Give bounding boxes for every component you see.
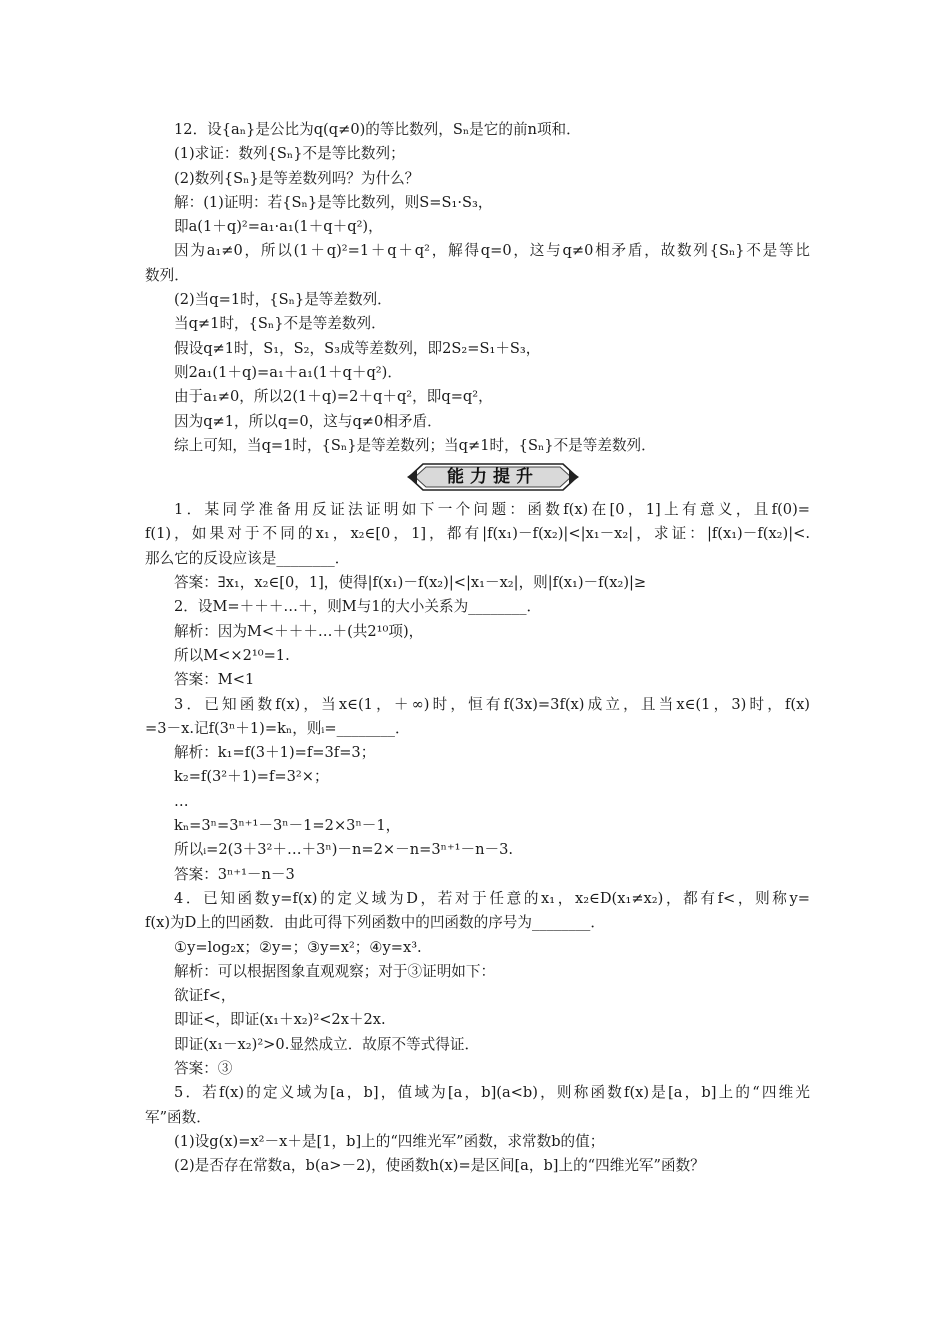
text-line: k₂=f(3²＋1)=f=3²×； (174, 768, 329, 786)
text-line: (1)求证：数列{Sₙ}不是等比数列； (174, 145, 405, 163)
text-line: 所以M<×2¹⁰=1. (174, 646, 290, 664)
text-line: 则2a₁(1＋q)=a₁＋a₁(1＋q＋q²)． (174, 363, 402, 381)
text-line: 假设q≠1时，S₁，S₂，S₃成等差数列，即2S₂=S₁＋S₃， (174, 339, 541, 357)
text-line: 数列． (145, 266, 189, 284)
text-line: 2．设M=＋＋＋…＋，则M与1的大小关系为________． (174, 598, 542, 616)
text-line: f(1)，如果对于不同的x₁，x₂∈[0，1]，都有|f(x₁)－f(x₂)|<|x₁－x₂|，求证：|f(x₁)－f(x₂)|<. (145, 525, 810, 543)
text-line: 答案：M<1 (174, 671, 255, 689)
text-line: 那么它的反设应该是________． (145, 549, 350, 567)
text-line: kₙ=3ⁿ=3ⁿ⁺¹－3ⁿ－1=2×3ⁿ－1， (174, 817, 401, 835)
text-line: 解析：k₁=f(3＋1)=f=3f=3； (174, 744, 376, 762)
text-line: … (174, 792, 189, 810)
text-line: 5．若f(x)的定义域为[a，b]，值域为[a，b](a<b)，则称函数f(x)是[a，b]上的“四维光 (174, 1084, 810, 1102)
text-line: 即证<，即证(x₁＋x₂)²<2x＋2x. (174, 1011, 386, 1029)
text-line: 解：(1)证明：若{Sₙ}是等比数列，则S=S₁·S₃， (174, 193, 493, 211)
text-line: (2)是否存在常数a，b(a>－2)，使函数h(x)=是区间[a，b]上的“四维光军”函数？ (174, 1157, 705, 1175)
text-line: 答案：③ (174, 1059, 233, 1077)
text-line: 由于a₁≠0，所以2(1＋q)=2＋q＋q²，即q=q²， (174, 388, 493, 406)
text-line: 欲证f<， (174, 987, 236, 1005)
text-line: =3－x.记f(3ⁿ＋1)=kₙ，则ᵢ=________． (145, 719, 410, 737)
section-title: 能力提升 (447, 467, 539, 488)
section-banner-badge (407, 462, 579, 492)
text-line: ①y=log₂x；②y=；③y=x²；④y=x³. (174, 938, 422, 956)
text-line: 因为a₁≠0，所以(1＋q)²=1＋q＋q²，解得q=0，这与q≠0相矛盾，故数列{Sₙ}不是等比 (174, 242, 810, 260)
section-banner (145, 460, 810, 494)
text-line: 1．某同学准备用反证法证明如下一个问题：函数f(x)在[0，1]上有意义，且f(0)= (174, 501, 810, 519)
text-line: 因为q≠1，所以q=0，这与q≠0相矛盾． (174, 412, 442, 430)
document-body (145, 118, 810, 1178)
text-line: 4．已知函数y=f(x)的定义域为D，若对于任意的x₁，x₂∈D(x₁≠x₂)，都有f<，则称y= (174, 889, 810, 907)
text-line: 当q≠1时，{Sₙ}不是等差数列． (174, 315, 386, 333)
text-line: 答案：∃x₁，x₂∈[0，1]，使得|f(x₁)－f(x₂)|<|x₁－x₂|，则|f(x₁)－f(x₂)|≥ (174, 574, 647, 592)
text-line: 12．设{aₙ}是公比为q(q≠0)的等比数列，Sₙ是它的前n项和． (174, 121, 581, 138)
text-line: 答案：3ⁿ⁺¹－n－3 (174, 865, 295, 883)
text-line: 所以ᵢ=2(3＋3²＋…＋3ⁿ)－n=2×－n=3ⁿ⁺¹－n－3. (174, 841, 514, 859)
text-line: 解析：因为M<＋＋＋…＋(共2¹⁰项)， (174, 622, 424, 640)
text-line: 3．已知函数f(x)，当x∈(1，＋∞)时，恒有f(3x)=3f(x)成立，且当x∈(1，3)时，f(x) (174, 695, 810, 713)
problem-12-block (145, 118, 810, 458)
text-line: 综上可知，当q=1时，{Sₙ}是等差数列；当q≠1时，{Sₙ}不是等差数列． (174, 436, 656, 454)
ability-section (145, 498, 810, 1178)
text-line: 即证(x₁－x₂)²>0.显然成立．故原不等式得证． (174, 1035, 480, 1053)
text-line: (1)设g(x)=x²－x＋是[1，b]上的“四维光军”函数，求常数b的值； (174, 1132, 605, 1150)
text-line: f(x)为D上的凹函数．由此可得下列函数中的凹函数的序号为________． (145, 914, 605, 932)
text-line: 即a(1＋q)²=a₁·a₁(1＋q＋q²)， (174, 218, 383, 236)
text-line: 军”函数． (145, 1108, 211, 1126)
text-line: 解析：可以根据图象直观观察；对于③证明如下： (174, 962, 496, 980)
text-line: (2)数列{Sₙ}是等差数列吗？为什么？ (174, 169, 420, 187)
text-line: (2)当q=1时，{Sₙ}是等差数列． (174, 291, 392, 309)
